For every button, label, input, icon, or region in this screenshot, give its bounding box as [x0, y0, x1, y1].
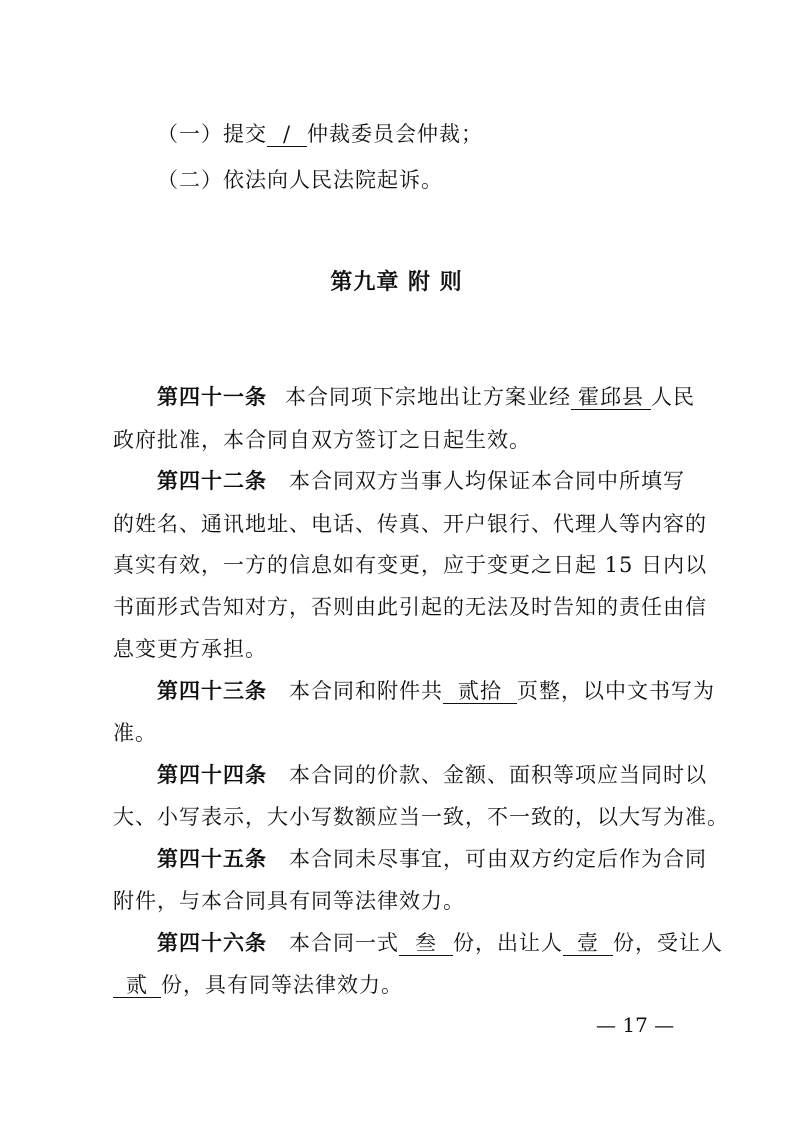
- transferee-copies-blank: 贰: [113, 973, 161, 998]
- clause-arbitration-suffix: 仲裁委员会仲裁；: [307, 122, 483, 146]
- article-45-line-2: 附件，与本合同具有同等法律效力。: [113, 889, 465, 913]
- clause-litigation: （二）依法向人民法院起诉。: [157, 168, 443, 192]
- article-41-line-2: 政府批准，本合同自双方签订之日起生效。: [113, 428, 531, 452]
- article-42-line-3: 真实有效，一方的信息如有变更，应于变更之日起 15 日内以: [113, 553, 708, 577]
- article-44-line-2: 大、小写表示，大小写数额应当一致，不一致的，以大写为准。: [113, 805, 729, 829]
- article-44-label: 第四十四条: [157, 762, 267, 787]
- article-42-label: 第四十二条: [157, 468, 267, 493]
- chapter-title: 第九章 附 则: [330, 270, 463, 295]
- county-blank: 霍邱县: [571, 385, 651, 410]
- article-41-line-1: [157, 383, 695, 411]
- article-43-label: 第四十三条: [157, 678, 267, 703]
- article-43-text: 本合同和附件共: [289, 679, 443, 703]
- page-count-blank: 贰拾: [443, 679, 517, 704]
- article-46-line-2: [113, 971, 403, 999]
- total-copies-blank: 叁: [399, 931, 453, 956]
- page-number: — 17 —: [596, 1013, 675, 1037]
- article-41-text: 本合同项下宗地出让方案业经: [285, 385, 571, 409]
- article-46-text: 本合同一式: [289, 931, 399, 955]
- article-46-line-1: [157, 929, 723, 957]
- article-42-line-4: 书面形式告知对方，否则由此引起的无法及时告知的责任由信: [113, 595, 707, 619]
- article-46-text-transferee: 份，受让人: [613, 931, 723, 955]
- article-41-label: 第四十一条: [157, 384, 267, 409]
- article-42-line-2: 的姓名、通讯地址、电话、传真、开户银行、代理人等内容的: [113, 512, 707, 536]
- arbitration-blank: /: [267, 122, 307, 147]
- article-43-line-2: 准。: [113, 721, 157, 745]
- article-41-text-end: 人民: [651, 385, 695, 409]
- article-45-line-1: [157, 845, 707, 873]
- article-44-text: 本合同的价款、金额、面积等项应当同时以: [289, 763, 707, 787]
- article-46-text-transferor: 份，出让人: [453, 931, 563, 955]
- clause-arbitration: [157, 120, 483, 148]
- article-42-text: 本合同双方当事人均保证本合同中所填写: [289, 469, 685, 493]
- clause-arbitration-prefix: （一）提交: [157, 122, 267, 146]
- article-46-text-end: 份，具有同等法律效力。: [161, 973, 403, 997]
- article-45-text: 本合同未尽事宜，可由双方约定后作为合同: [289, 847, 707, 871]
- article-43-text-end: 页整，以中文书写为: [517, 679, 715, 703]
- article-43-line-1: [157, 677, 715, 705]
- article-45-label: 第四十五条: [157, 846, 267, 871]
- transferor-copies-blank: 壹: [563, 931, 613, 956]
- article-42-line-5: 息变更方承担。: [113, 637, 267, 661]
- article-44-line-1: [157, 761, 707, 789]
- article-46-label: 第四十六条: [157, 930, 267, 955]
- article-42-line-1: [157, 467, 685, 495]
